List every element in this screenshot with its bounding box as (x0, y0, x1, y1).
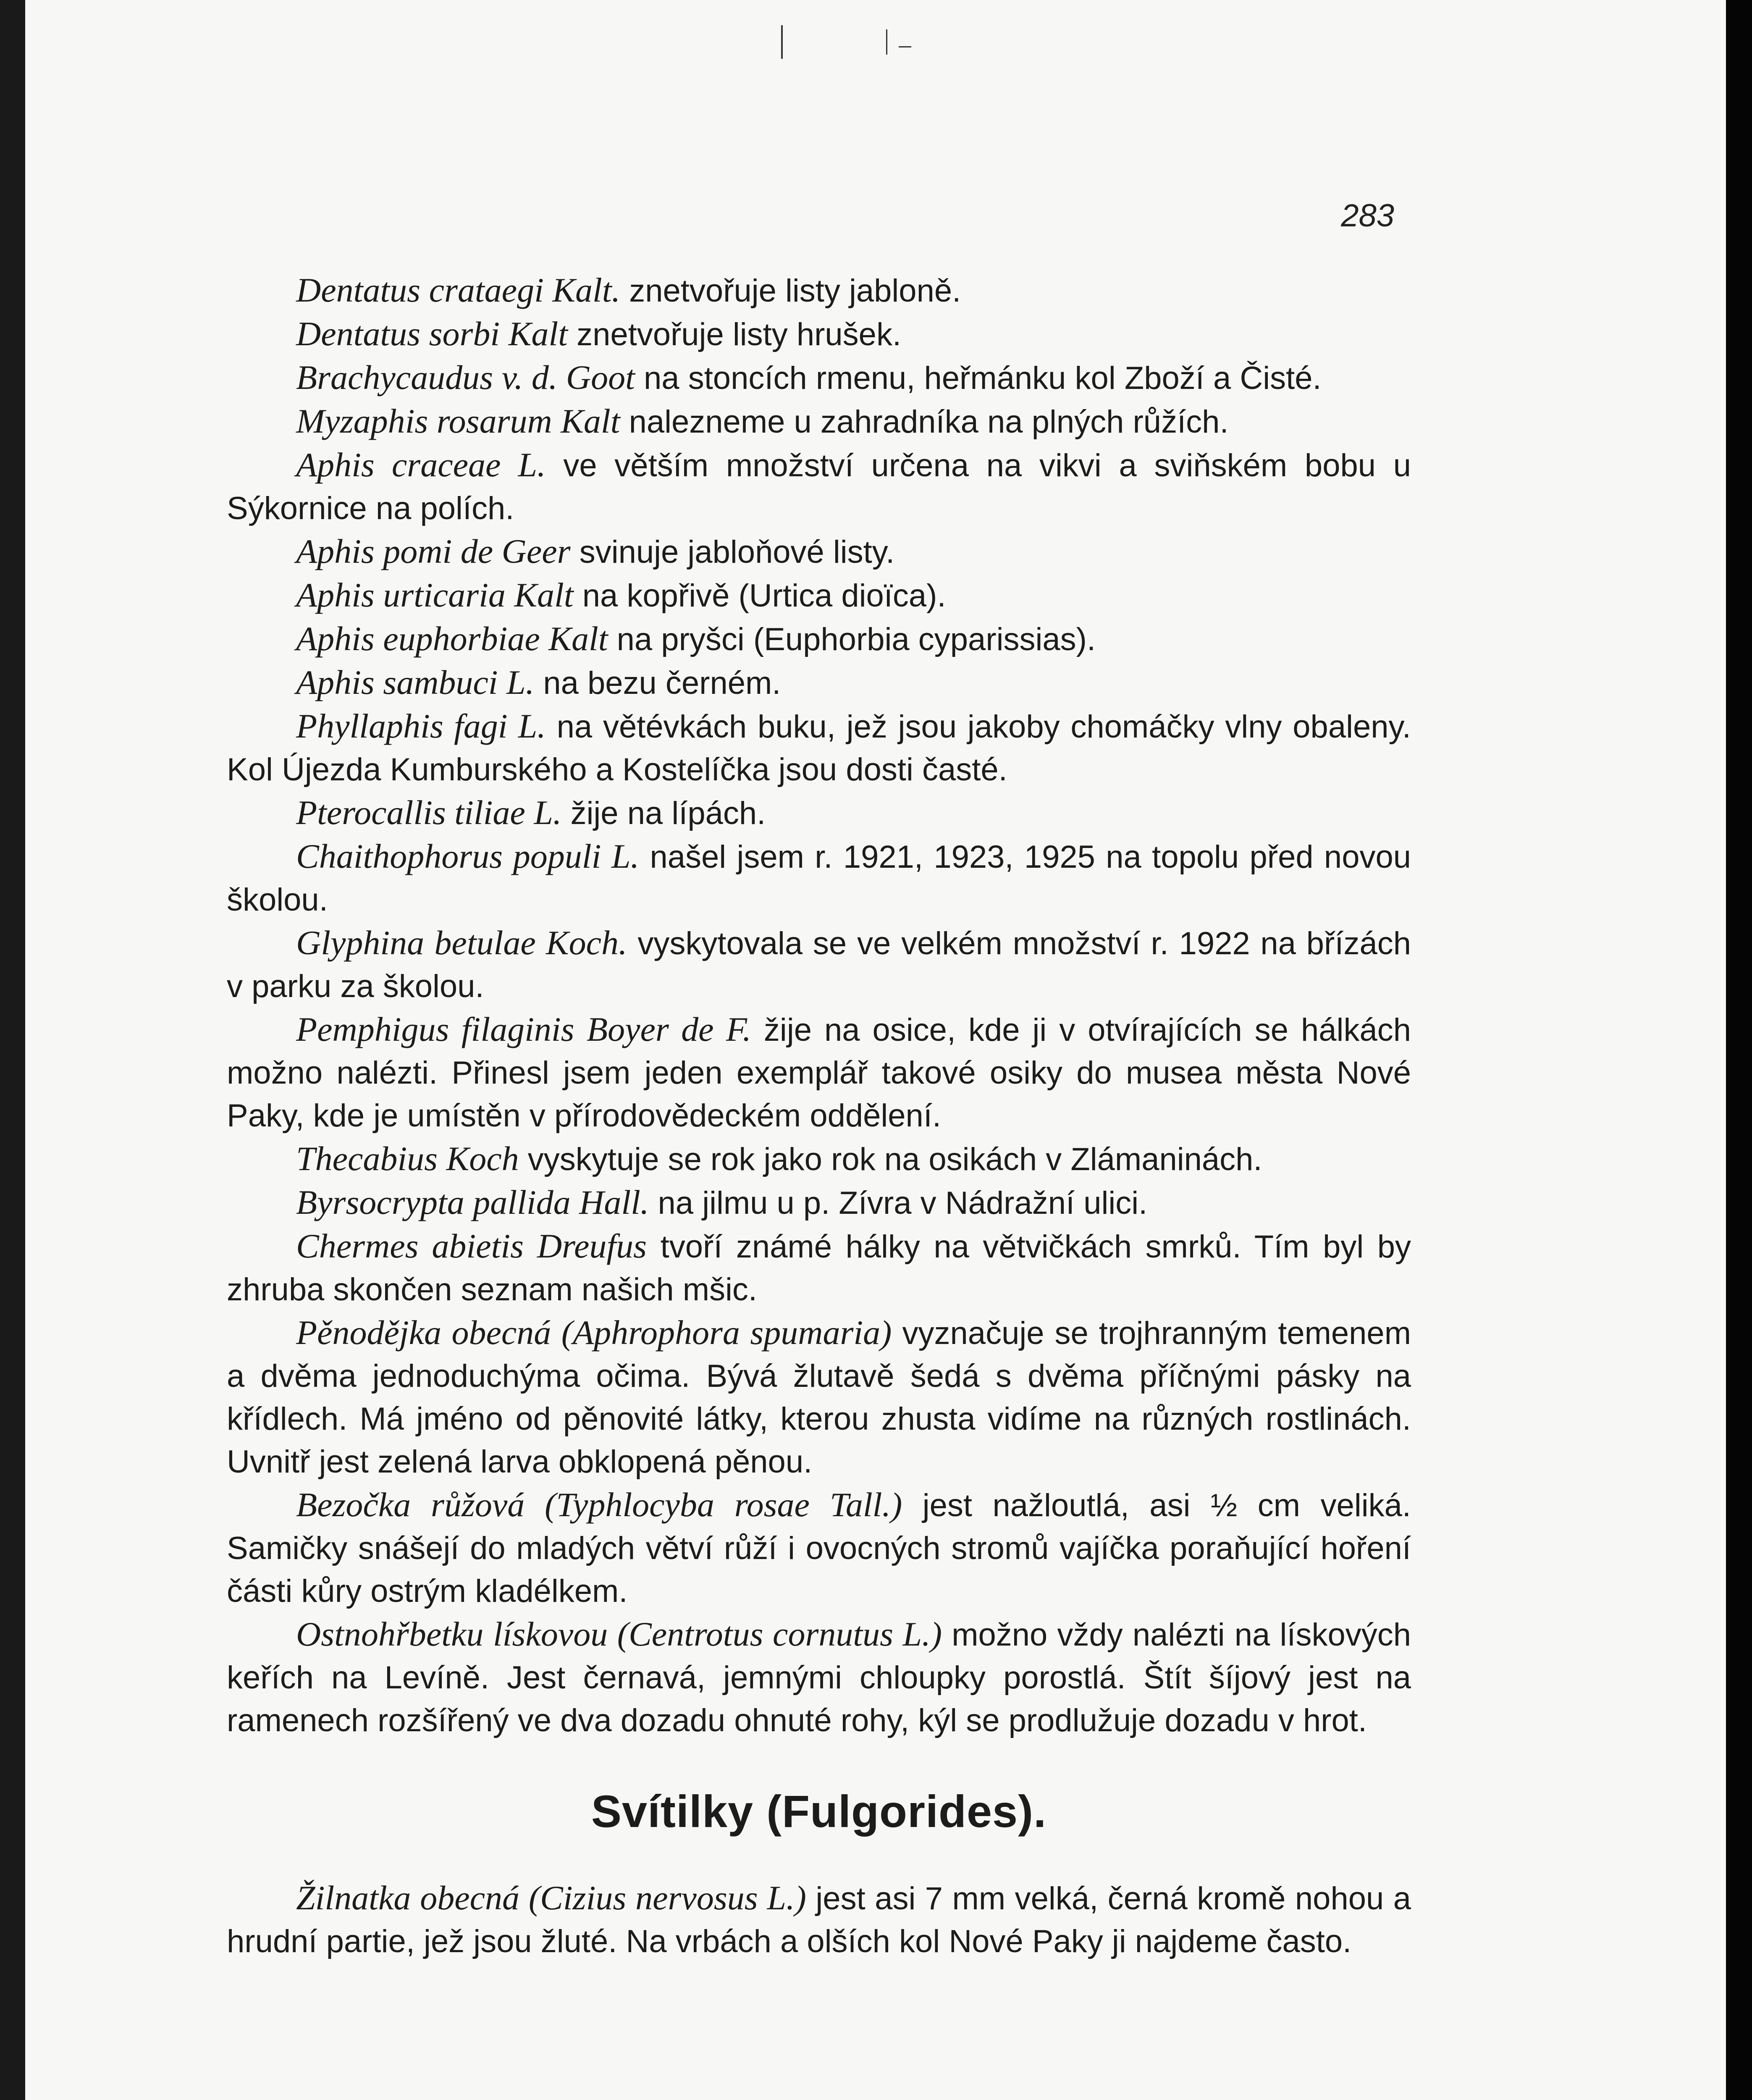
species-entry (227, 1483, 1411, 1613)
species-description: vyskytovala se ve velkém množství r. 1922 na břízách v parku za školou. (227, 926, 1411, 1004)
species-description: žije na lípách. (561, 795, 766, 831)
scan-mark (899, 46, 911, 47)
species-description: znetvořuje listy hrušek. (567, 317, 902, 352)
species-description: svinuje jabloňové listy. (570, 534, 895, 570)
species-entry (227, 1225, 1411, 1311)
species-name: Aphis urticaria Kalt (296, 576, 574, 614)
species-name: Chaithophorus populi L. (296, 837, 640, 875)
species-name: Byrsocrypta pallida Hall. (296, 1183, 649, 1221)
species-name: Pterocallis tiliae L. (296, 793, 562, 832)
species-name: Glyphina betulae Koch. (296, 924, 627, 962)
species-description: na pryšci (Euphorbia cyparissias). (608, 622, 1096, 657)
scan-mark (886, 29, 887, 55)
species-entry (227, 400, 1411, 444)
species-entry (227, 1311, 1411, 1483)
species-entry (227, 356, 1411, 400)
species-description: žije na osice, kde ji v otvírajících se hálkách možno nalézti. Přinesl jsem jeden exemplář takové osiky do musea města Nové Paky, kde je umístěn v přírodovědeckém oddělení. (227, 1012, 1411, 1134)
section-heading: Svítilky (Fulgorides). (591, 1786, 1047, 1837)
species-description: jest asi 7 mm velká, černá kromě nohou a hrudní partie, jež jsou žluté. Na vrbách a olších kol Nové Paky ji najdeme často. (227, 1881, 1411, 1959)
species-entry (227, 1137, 1411, 1181)
species-description: na jilmu u p. Zívra v Nádražní ulici. (649, 1185, 1148, 1221)
species-entry (227, 530, 1411, 574)
species-description: na kopřivě (Urtica dioïca). (573, 578, 946, 614)
species-description: na bezu černém. (534, 665, 781, 701)
species-list-fulgorides (227, 1877, 1411, 1963)
species-name: Bezočka růžová (Typhlocyba rosae Tall.) (296, 1486, 902, 1524)
species-description: ve větším množství určena na vikvi a sviňském bobu u Sýkornice na polích. (227, 448, 1411, 526)
species-entry (227, 791, 1411, 835)
species-description: vyznačuje se trojhranným temenem a dvěma jednoduchýma očima. Bývá žlutavě šedá s dvěma příčnými pásky na křídlech. Má jméno od pěnovité látky, kterou zhusta vidíme na různých rostlinách. Uvnitř jest zelená larva obklopená pěnou. (227, 1315, 1411, 1480)
species-entry (227, 1613, 1411, 1742)
species-name: Phyllaphis fagi L. (296, 707, 546, 745)
species-entry (227, 835, 1411, 921)
species-description: znetvořuje listy jabloně. (620, 273, 961, 309)
species-entry (227, 921, 1411, 1008)
species-name: Aphis sambuci L. (296, 663, 535, 701)
species-entry (227, 312, 1411, 356)
species-name: Myzaphis rosarum Kalt (296, 402, 620, 440)
species-description: našel jsem r. 1921, 1923, 1925 na topolu před novou školou. (227, 839, 1411, 918)
species-description: vyskytuje se rok jako rok na osikách v Zlámaninách. (519, 1142, 1262, 1177)
scan-edge (1726, 0, 1752, 2100)
species-entry (227, 705, 1411, 791)
page-number: 283 (1341, 198, 1394, 234)
species-entry (227, 1008, 1411, 1137)
species-entry (227, 1181, 1411, 1225)
species-name: Aphis pomi de Geer (296, 532, 571, 570)
species-entry (227, 1877, 1411, 1963)
species-entry (227, 269, 1411, 312)
species-description: jest nažloutlá, asi ½ cm veliká. Samičky snášejí do mladých větví růží i ovocných stromů vajíčka poraňující hoření části kůry ostrým kladélkem. (227, 1488, 1411, 1609)
scan-mark (781, 25, 783, 59)
species-name: Chermes abietis Dreufus (296, 1227, 647, 1265)
species-entry (227, 444, 1411, 530)
species-name: Žilnatka obecná (Cizius nervosus L.) (296, 1879, 806, 1917)
species-name: Pemphigus filaginis Boyer de F. (296, 1010, 751, 1048)
species-name: Thecabius Koch (296, 1139, 519, 1178)
species-list (227, 269, 1411, 1742)
species-description: na větévkách buku, jež jsou jakoby chomáčky vlny obaleny. Kol Újezda Kumburského a Kostelíčka jsou dosti časté. (227, 709, 1411, 788)
species-description: na stoncích rmenu, heřmánku kol Zboží a Čisté. (635, 360, 1322, 396)
species-description: nalezneme u zahradníka na plných růžích. (620, 404, 1229, 440)
species-name: Pěnodějka obecná (Aphrophora spumaria) (296, 1313, 892, 1352)
species-entry (227, 574, 1411, 617)
species-entry (227, 661, 1411, 705)
species-description: tvoří známé hálky na větvičkách smrků. Tím byl by zhruba skončen seznam našich mšic. (227, 1229, 1411, 1307)
species-name: Ostnohřbetku lískovou (Centrotus cornutus L.) (296, 1615, 942, 1653)
species-name: Dentatus sorbi Kalt (296, 315, 568, 353)
species-name: Brachycaudus v. d. Goot (296, 358, 635, 396)
document-page (25, 0, 1726, 2100)
species-entry (227, 617, 1411, 661)
species-name: Aphis euphorbiae Kalt (296, 620, 608, 658)
document-body (227, 269, 1411, 1963)
species-name: Aphis craceae L. (296, 446, 546, 484)
species-name: Dentatus crataegi Kalt. (296, 271, 621, 309)
species-description: možno vždy nalézti na lískových keřích na Levíně. Jest černavá, jemnými chloupky porostlá. Štít šíjový jest na ramenech rozšířený ve dva dozadu ohnuté rohy, kýl se prodlužuje dozadu v hrot. (227, 1617, 1411, 1738)
